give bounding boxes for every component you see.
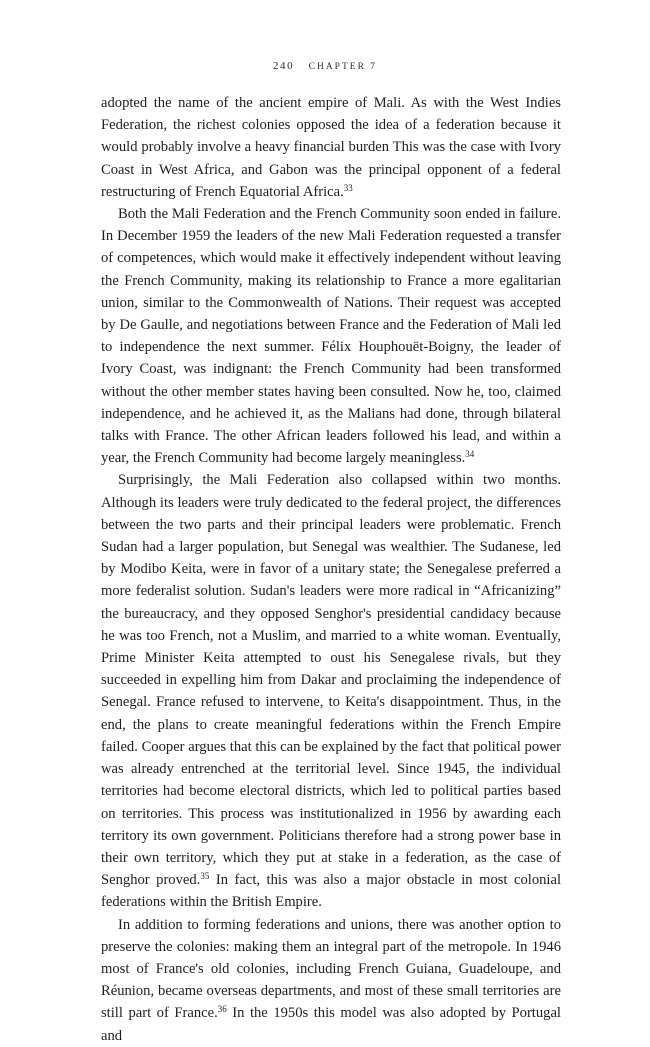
body-text: [101, 92, 561, 1047]
paragraph: [101, 914, 561, 1047]
footnote-marker[interactable]: 36: [217, 1004, 227, 1015]
paragraph-text-continued: In fact, this was also a major obstacle in most colonial federations within the British Empire.: [101, 872, 561, 911]
paragraph: [101, 469, 561, 913]
paragraph: [101, 92, 561, 203]
running-head: [0, 60, 650, 72]
paragraph-text: adopted the name of the ancient empire of Mali. As with the West Indies Federation, the richest colonies opposed the idea of a federation because it would probably involve a heavy financial burden This was the case with Ivory Coast in West Africa, and Gabon was the principal opponent of a federal restructuring of French Equatorial Africa.: [101, 95, 561, 200]
paragraph-text: Both the Mali Federation and the French Community soon ended in failure. In December 1959 the leaders of the new Mali Federation requested a transfer of competences, which would make it effectively independent without leaving the French Community, making its relationship to France a more egalitarian union, similar to the Commonwealth of Nations. Their request was accepted by De Gaulle, and negotiations between France and the Federation of Mali led to independence the next summer. Félix Houphouët-Boigny, the leader of Ivory Coast, was indignant: the French Community had been transformed without the other member states having been consulted. Now he, too, claimed independence, and he achieved it, as the Malians had done, through bilateral talks with France. The other African leaders followed his lead, and within a year, the French Community had become largely meaningless.: [101, 206, 561, 467]
footnote-marker[interactable]: 34: [465, 449, 475, 460]
chapter-label: CHAPTER 7: [308, 62, 378, 72]
paragraph-text-continued: In the 1950s this model was also adopted by Portugal and: [101, 1005, 561, 1044]
paragraph: [101, 203, 561, 469]
page-number: 240: [272, 60, 295, 72]
paragraph-text: In addition to forming federations and unions, there was another option to preserve the colonies: making them an integral part of the metropole. In 1946 most of France's old colonies, including French Guiana, Guadeloupe, and Réunion, became overseas departments, and most of these small territories are still part of France.: [101, 916, 561, 1022]
paragraph-text: Surprisingly, the Mali Federation also collapsed within two months. Although its leaders were truly dedicated to the federal project, the differences between the two parts and their principal leaders were problematic. French Sudan had a larger population, but Senegal was wealthier. The Sudanese, led by Modibo Keita, were in favor of a unitary state; the Senegalese preferred a more federalist solution. Sudan's leaders were more radical in “Africanizing” the bureaucracy, and they opposed Senghor's presidential candidacy because he was too French, not a Muslim, and married to a white woman. Eventually, Prime Minister Keita attempted to oust his Senegalese rivals, but they succeeded in expelling him from Dakar and proclaiming the independence of Senegal. France refused to intervene, to Keita's disappointment. Thus, in the end, the plans to create meaningful federations within the French Empire failed. Cooper argues that this can be explained by the fact that political power was already entrenched at the territorial level. Since 1945, the individual territories had become electoral districts, which led to political parties based on territories. This process was institutionalized in 1956 by awarding each territory its own government. Politicians therefore had a strong power base in their own territory, which they put at stake in a federation, as the case of Senghor proved.: [101, 472, 561, 889]
footnote-marker[interactable]: 33: [343, 182, 353, 193]
footnote-marker[interactable]: 35: [200, 871, 210, 882]
